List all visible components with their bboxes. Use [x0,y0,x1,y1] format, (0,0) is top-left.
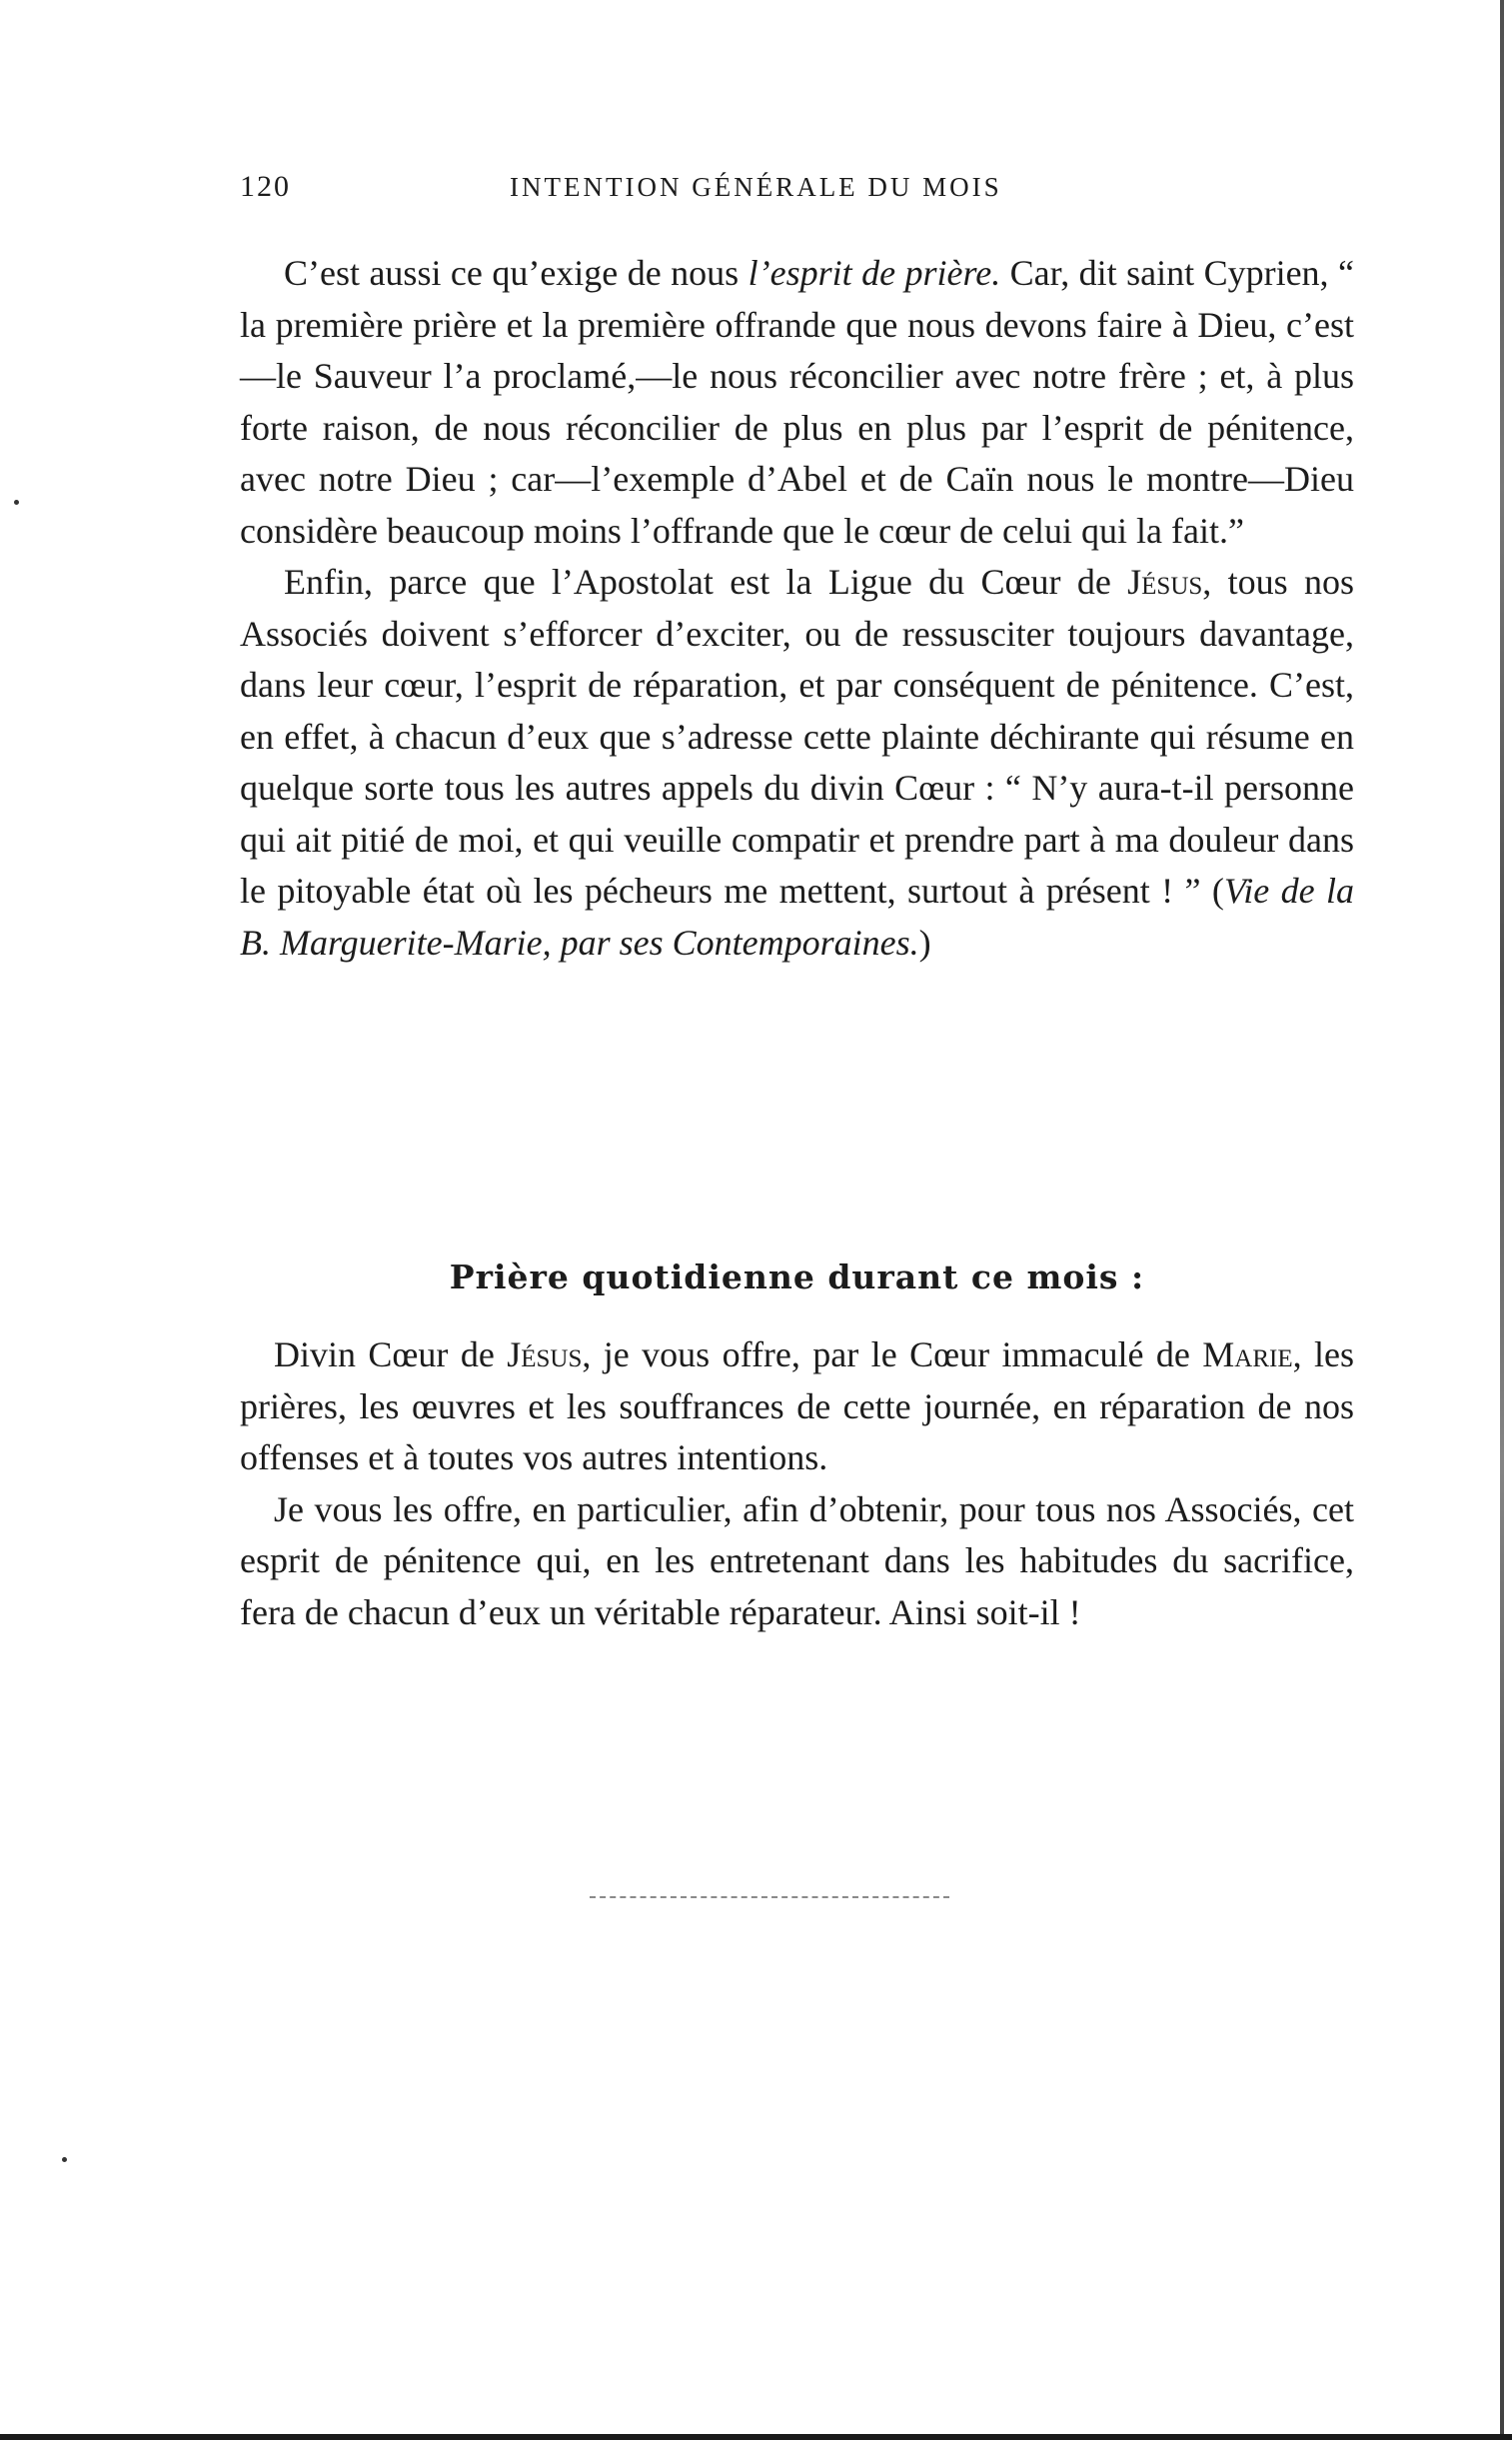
end-rule-divider [590,1896,949,1898]
small-caps-jesus: Jésus [507,1334,583,1374]
page-edge-shadow [1500,0,1504,2440]
running-head: INTENTION GÉNÉRALE DU MOIS [510,172,1002,202]
italic-phrase: l’esprit de prière. [748,253,1001,293]
scan-speck [62,2157,67,2162]
small-caps-marie: Marie [1202,1334,1293,1374]
prayer-text [240,1329,1354,1638]
paragraph-1: C’est aussi ce qu’exige de nous l’esprit de prière. Car, dit saint Cyprien, “ la première prière et la première offrande que nous devons faire à Dieu, c’est—le Sauveur l’a proclamé,—le nous réconcilier avec notre frère ; et, à plus forte raison, de nous réconcilier de plus en plus par l’esprit de pénitence, avec notre Dieu ; car—l’exemple d’Abel et de Caïn nous le montre—Dieu considère beaucoup moins l’offrande que le cœur de celui qui la fait.” [240,253,1354,551]
body-text [240,248,1354,969]
paragraph-2: Enfin, parce que l’Apostolat est la Ligue du Cœur de Jésus, tous nos Associés doivent s’efforcer d’exciter, ou de ressusciter toujours davantage, dans leur cœur, l’esprit de réparation, et par conséquent de pénitence. C’est, en effet, à chacun d’eux que s’adresse cette plainte déchirante qui résume en quelque sorte tous les autres appels du divin Cœur : “ N’y aura-t-il personne qui ait pitié de moi, et qui veuille compatir et prendre part à ma douleur dans le pitoyable état où les pécheurs me mettent, surtout à présent ! ” (Vie de la B. Marguerite-Marie, par ses Contemporaines.) [240,562,1355,963]
prayer-paragraph-2: Je vous les offre, en particulier, afin d’obtenir, pour tous nos Associés, cet esprit de pénitence qui, en les entretenant dans les habitudes du sacrifice, fera de chacun d’eux un véritable réparateur. Ainsi soit-il ! [240,1488,1354,1632]
scan-speck [14,500,19,505]
page-bottom-edge [0,2434,1512,2440]
page-header [240,170,1359,220]
prayer-paragraph-1: Divin Cœur de Jésus, je vous offre, par le Cœur immaculé de Marie, les prières, les œuvres et les souffrances de cette journée, en réparation de nos offenses et à toutes vos autres intentions. [240,1334,1354,1477]
prayer-title: Prière quotidienne durant ce mois : [449,1257,1145,1296]
page-number: 120 [240,170,291,203]
italic-citation: Vie de la B. Marguerite-Marie, par ses Contemporaines. [240,871,1355,963]
small-caps-jesus: Jésus [1127,562,1203,602]
